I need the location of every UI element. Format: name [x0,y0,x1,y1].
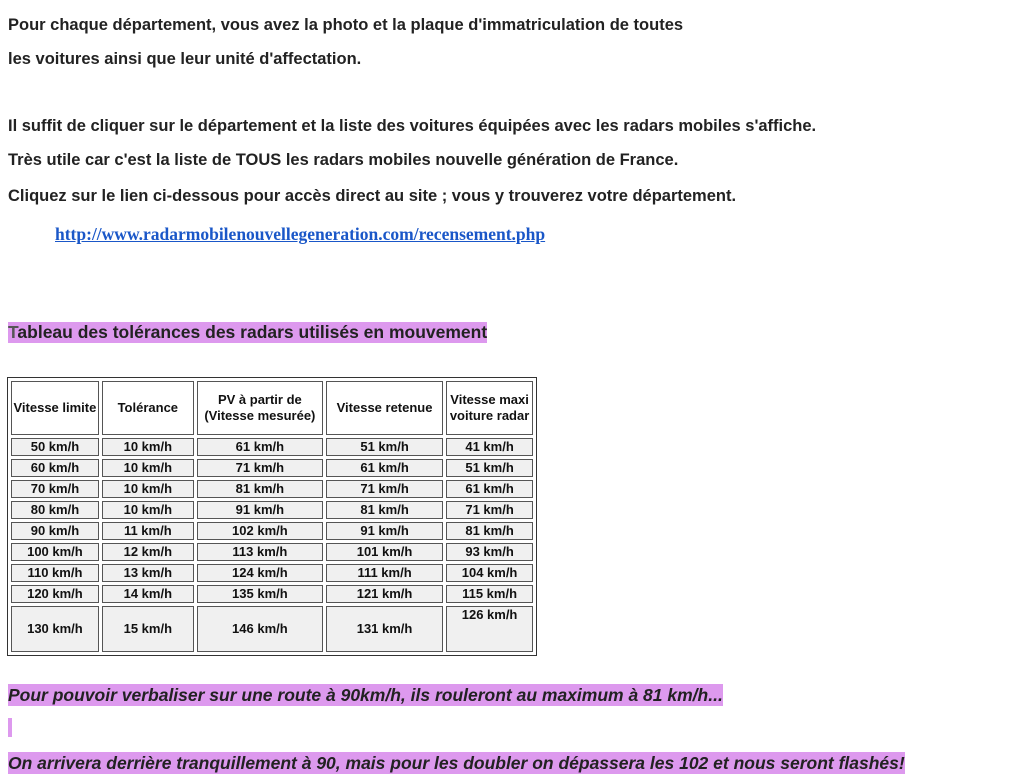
intro-line-5: Cliquez sur le lien ci-dessous pour accès direct au site ; vous y trouverez votre département. [8,187,737,205]
tolerance-table [7,377,537,656]
table-cell: 124 km/h [197,564,323,582]
table-cell: 131 km/h [326,606,443,652]
table-cell: 111 km/h [326,564,443,582]
table-row [11,501,533,519]
table-row [11,459,533,477]
table-cell: 41 km/h [446,438,533,456]
table-cell: 100 km/h [11,543,99,561]
table-row [11,480,533,498]
table-cell: 71 km/h [197,459,323,477]
table-cell: 91 km/h [326,522,443,540]
table-cell: 81 km/h [197,480,323,498]
table-row [11,522,533,540]
intro-line-1: Pour chaque département, vous avez la photo et la plaque d'immatriculation de toutes [8,16,684,34]
table-heading-first-letter: T [8,322,18,342]
table-cell: 90 km/h [11,522,99,540]
table-header-row [11,381,533,435]
table-cell: 81 km/h [446,522,533,540]
table-cell: 15 km/h [102,606,194,652]
table-cell: 11 km/h [102,522,194,540]
note-90kmh: Pour pouvoir verbaliser sur une route à 90km/h, ils rouleront au maximum à 81 km/h... [8,685,723,705]
table-cell: 61 km/h [197,438,323,456]
table-cell: 71 km/h [326,480,443,498]
table-cell: 146 km/h [197,606,323,652]
site-link[interactable]: http://www.radarmobilenouvellegeneration.com/recensement.php [55,224,546,244]
table-cell: 102 km/h [197,522,323,540]
table-cell: 14 km/h [102,585,194,603]
table-cell: 50 km/h [11,438,99,456]
table-row [11,564,533,582]
header-max-radar-car: Vitesse maxi voiture radar [446,381,533,435]
table-cell: 10 km/h [102,459,194,477]
header-speed-limit: Vitesse limite [11,381,99,435]
table-cell: 135 km/h [197,585,323,603]
table-cell: 104 km/h [446,564,533,582]
table-cell: 10 km/h [102,480,194,498]
table-row [11,606,533,652]
table-cell: 81 km/h [326,501,443,519]
table-cell: 70 km/h [11,480,99,498]
table-row [11,585,533,603]
table-cell: 130 km/h [11,606,99,652]
table-cell: 113 km/h [197,543,323,561]
header-fine-from: PV à partir de (Vitesse mesurée) [197,381,323,435]
table-row [11,438,533,456]
header-tolerance: Tolérance [102,381,194,435]
table-cell: 60 km/h [11,459,99,477]
table-cell: 126 km/h [446,606,533,652]
table-cell: 71 km/h [446,501,533,519]
table-cell: 61 km/h [326,459,443,477]
table-heading-text: ableau des tolérances des radars utilisés en mouvement [17,322,488,342]
table-cell: 13 km/h [102,564,194,582]
header-retained-speed: Vitesse retenue [326,381,443,435]
table-cell: 61 km/h [446,480,533,498]
table-cell: 110 km/h [11,564,99,582]
table-cell: 115 km/h [446,585,533,603]
table-cell: 120 km/h [11,585,99,603]
table-cell: 101 km/h [326,543,443,561]
intro-line-2: les voitures ainsi que leur unité d'affectation. [8,50,362,68]
table-cell: 51 km/h [446,459,533,477]
table-cell: 10 km/h [102,438,194,456]
table-cell: 12 km/h [102,543,194,561]
table-cell: 80 km/h [11,501,99,519]
intro-line-3: Il suffit de cliquer sur le département et la liste des voitures équipées avec les radars mobiles s'affiche. [8,117,817,135]
table-cell: 121 km/h [326,585,443,603]
highlight-marker [8,718,12,737]
note-overtake: On arrivera derrière tranquillement à 90, mais pour les doubler on dépassera les 102 et nous seront flashés! [8,753,905,773]
table-row [11,543,533,561]
table-cell: 93 km/h [446,543,533,561]
table-cell: 91 km/h [197,501,323,519]
intro-line-4: Très utile car c'est la liste de TOUS les radars mobiles nouvelle génération de France. [8,151,679,169]
table-cell: 51 km/h [326,438,443,456]
table-heading [8,322,487,343]
table-cell: 10 km/h [102,501,194,519]
